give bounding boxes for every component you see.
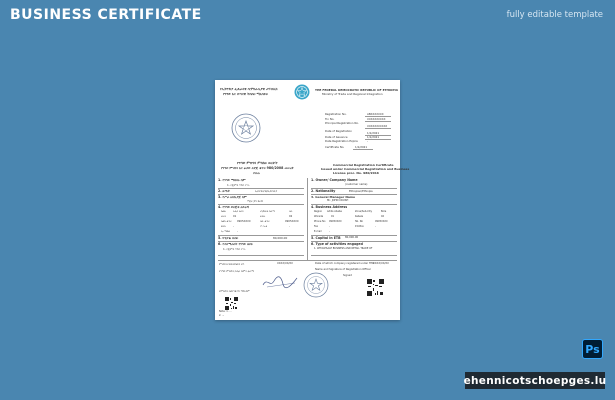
amharic-ministry-header: የንግድ እና ቀጣናዊ ትስስር ሚኒስቴር (223, 92, 268, 96)
english-address-label: P.O.Box (355, 225, 364, 228)
english-address-value: Addis Ababa (327, 210, 342, 213)
amharic-country-header: የኢትዮጵያ ፌዴራላዊ ዲሞክራሲያዊ ሪፐብሊክ (220, 87, 278, 91)
amharic-issued-label: ተሰጠ (253, 171, 260, 175)
english-section-value: (customer name) (345, 183, 368, 186)
watermark: ehennicotschoepges.lu (465, 372, 605, 389)
english-address-value: 0905XXXX (375, 220, 388, 223)
amharic-certificate-title: የንግድ ምዝገባ ምስክር ወረቀት (237, 161, 278, 165)
english-address-label: Tel. No (355, 220, 363, 223)
info-label: Date Registration Expire (325, 139, 358, 143)
amharic-section-label: 5. ካፒታል በብር (218, 236, 239, 240)
info-label: Date of Issuance (325, 135, 348, 139)
amharic-certificate-subtitle: የንግድ ምዝገባ እና ፈቃድ አዋጅ ቁጥር 980/2008 መሠረት (221, 166, 294, 170)
amharic-officer-label: የንግድ ምዝገባ ኃላፊ ስምና ፊርማ (219, 269, 254, 273)
amharic-address-label: ፋክስ (221, 225, 226, 228)
english-address-label: Kebele (355, 215, 364, 218)
amharic-stamp-label: የምዝገባ ባለሥልጣን ማህተም (219, 289, 250, 293)
ministry-stamp-icon (303, 272, 329, 298)
footer-note: Note: 1. ... (219, 310, 232, 313)
amharic-section-value: 1. የጅምላ ንግድ ሥራ (227, 183, 250, 187)
english-address-value: Bole (381, 210, 387, 213)
page-title: BUSINESS CERTIFICATE (10, 7, 202, 23)
english-signed-label: Signed (343, 274, 352, 277)
english-country-header: THE FEDERAL DEMOCRATIC REPUBLIC OF ETHIOPIA (315, 88, 398, 92)
amharic-address-label: ፖ.ሳ.ቁ (260, 225, 268, 228)
amharic-section-value: ሚ/ር ጆን ክሩሽ (247, 199, 263, 203)
amharic-address-value: ቦሌ (289, 210, 293, 213)
amharic-address-label: ቀበሌ (260, 215, 266, 218)
amharic-section-label: 2. ዜግነት (218, 189, 230, 193)
amharic-address-value: 02 (289, 215, 293, 218)
photoshop-icon: Ps (582, 339, 603, 359)
english-section-label: 5. Capital in ETB (311, 236, 341, 240)
info-label: Tin No. (325, 116, 335, 121)
english-address-value: - (375, 225, 376, 228)
info-label: Principal Registration No. (325, 121, 359, 125)
english-section-value: Mr. JOHN CRUSH (327, 199, 349, 202)
english-registration-date-label: Date of which company registered under TPR (315, 262, 374, 265)
amharic-address-value: 0905XXXX (237, 220, 251, 223)
info-value: ABXXXXXXX (367, 112, 384, 116)
amharic-registration-date-label: ምዝገባ የተከናወነበት ቀን (219, 262, 245, 266)
english-certificate-title: Commercial Registration Certificate (333, 163, 394, 167)
english-address-value: 01 (331, 215, 335, 218)
english-address-label: Woreda (314, 215, 324, 218)
page-subtitle: fully editable template (506, 10, 603, 20)
english-address-value: 0905XXXX (329, 220, 342, 223)
official-seal-icon (231, 113, 261, 143)
english-section-label: 4. Business Address (311, 204, 348, 209)
amharic-address-label: ኢ-ሜይል (221, 230, 230, 233)
info-value: XXXXXXXXXX (367, 116, 386, 121)
info-value: 1/1/2021 (355, 145, 368, 149)
english-section-label: 6. Type of activities engaged (311, 242, 363, 246)
amharic-registration-date-value: XXXX/XX/XX (277, 262, 293, 265)
english-section-label: 2. Nationality (311, 189, 336, 193)
english-address-value: - (329, 230, 330, 233)
amharic-address-value: - (289, 225, 290, 228)
amharic-address-label: ቤት ቁጥር (260, 220, 270, 223)
amharic-address-label: ዞን/ክፍለ ከተማ (260, 210, 275, 213)
info-value: XXXXXXXXXXX (367, 124, 388, 128)
english-address-label: E-mail (314, 230, 322, 233)
amharic-address-value: አዲስ አበባ (233, 210, 244, 213)
english-officer-label: Name and Signature of Registration Officer (315, 268, 371, 271)
amharic-section-label: 6. የተሰማራበት የንግድ ዘርፍ (218, 242, 253, 246)
info-label: Registration No. (325, 112, 347, 116)
amharic-section-label: 1. የንግድ ማህበሩ ስም (218, 178, 246, 182)
english-address-label: Zone/Sub-City (355, 210, 372, 213)
amharic-section-label: 3. የሥራ አስኪያጅ ስም (218, 195, 247, 199)
certificate-document (215, 80, 410, 320)
amharic-section-label: 4. የንግድ ድርጅቱ አድራሻ (218, 204, 249, 209)
amharic-address-value: 01 (233, 215, 237, 218)
english-registration-date-value: XXXX/XX/XX (373, 262, 389, 265)
amharic-section-value: ኢትዮጵያዊ/ኢትዮጵያ (255, 189, 278, 193)
info-label: Date of Registration (325, 129, 352, 133)
english-section-value: 1. WHOLESALE BUSINESS AND RETAIL TRADE OF (314, 247, 373, 250)
english-section-value: 80,000.00 (345, 236, 359, 239)
english-address-value: - (329, 225, 330, 228)
english-section-label: 1. Owner/ Company Name (311, 178, 358, 182)
english-section-label: 3. General Manager Name (311, 195, 356, 199)
info-value: - (367, 139, 368, 143)
info-value: 1/1/2021 (367, 130, 380, 135)
english-section-value: Ethiopian/Ethiopia (349, 189, 373, 193)
qr-code-icon (225, 295, 238, 308)
amharic-address-value: - (233, 225, 234, 228)
english-proclamation: License proc. No. 980/2016 (333, 171, 379, 175)
english-ministry-header: Ministry of Trade and Regional Integration (322, 92, 383, 96)
amharic-section-value: 80,000.00 (273, 236, 288, 240)
amharic-address-label: ስልክ ቁጥር (221, 220, 232, 223)
signature-icon (261, 274, 301, 290)
amharic-address-label: ወረዳ (221, 215, 226, 218)
info-label: Certificate No. (325, 145, 345, 149)
english-address-label: Phone No (314, 220, 326, 223)
english-address-value: 02 (381, 215, 385, 218)
info-value: 1/1/2021 (367, 135, 380, 139)
english-address-label: Fax (314, 225, 319, 228)
ethiopia-emblem-icon (294, 84, 310, 100)
amharic-section-value: 1. የጅምላ ንግድ ሥራ (223, 247, 246, 251)
footer-note: 2. ... (219, 314, 225, 317)
amharic-address-label: ክልል (221, 210, 226, 213)
english-certificate-subtitle: Issued under Commercial Registration and Business (321, 167, 410, 171)
amharic-address-value: 0905XXXX (285, 220, 299, 223)
amharic-address-value: - (237, 230, 238, 233)
qr-code-icon (367, 279, 384, 296)
english-address-label: Region (314, 210, 323, 213)
